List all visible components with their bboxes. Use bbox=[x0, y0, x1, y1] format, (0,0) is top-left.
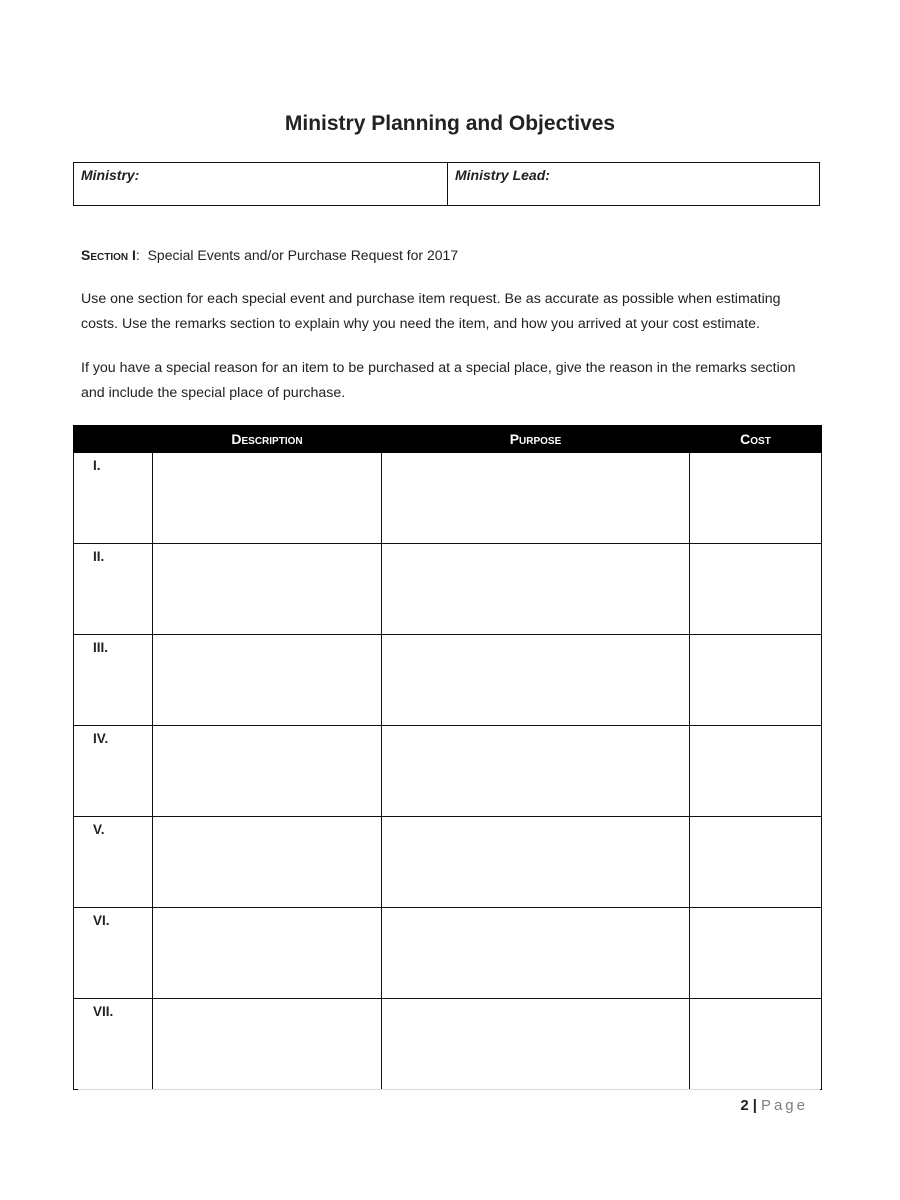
purpose-cell[interactable] bbox=[382, 453, 690, 544]
table-row bbox=[74, 635, 822, 726]
description-cell[interactable] bbox=[153, 726, 382, 817]
description-cell[interactable] bbox=[153, 544, 382, 635]
description-cell[interactable] bbox=[153, 635, 382, 726]
header-purpose: Purpose bbox=[382, 426, 690, 453]
purpose-cell[interactable] bbox=[382, 544, 690, 635]
page-separator: | bbox=[752, 1097, 757, 1114]
page-title: Ministry Planning and Objectives bbox=[284, 112, 616, 135]
ministry-field[interactable] bbox=[74, 163, 448, 205]
section-heading bbox=[81, 247, 458, 263]
description-cell[interactable] bbox=[153, 453, 382, 544]
section-label: Section I bbox=[81, 247, 136, 263]
instruction-paragraph-1: Use one section for each special event and purchase item request. Be as accurate as possible when estimating costs. Use the remarks section to explain why you need the item, and how you arrived at your cost estimate. bbox=[81, 291, 781, 332]
row-number: VII. bbox=[74, 999, 153, 1090]
row-number: III. bbox=[74, 635, 153, 726]
cost-cell[interactable] bbox=[690, 908, 822, 999]
table-row bbox=[74, 999, 822, 1090]
page-footer bbox=[740, 1097, 808, 1114]
header-number bbox=[74, 426, 153, 453]
page-number: 2 bbox=[740, 1097, 749, 1114]
description-cell[interactable] bbox=[153, 817, 382, 908]
purpose-cell[interactable] bbox=[382, 999, 690, 1090]
table-header-row bbox=[74, 426, 822, 453]
table-row bbox=[74, 817, 822, 908]
row-number: V. bbox=[74, 817, 153, 908]
section-heading-text: Special Events and/or Purchase Request for 2017 bbox=[147, 247, 459, 263]
purpose-cell[interactable] bbox=[382, 908, 690, 999]
table-row bbox=[74, 453, 822, 544]
section-colon: : bbox=[135, 247, 140, 263]
ministry-info-box bbox=[73, 162, 820, 206]
header-cost: Cost bbox=[690, 426, 822, 453]
cost-cell[interactable] bbox=[690, 544, 822, 635]
purpose-cell[interactable] bbox=[382, 726, 690, 817]
ministry-lead-label: Ministry Lead: bbox=[455, 167, 550, 183]
purpose-cell[interactable] bbox=[382, 635, 690, 726]
table-row bbox=[74, 726, 822, 817]
purpose-cell[interactable] bbox=[382, 817, 690, 908]
ministry-label: Ministry: bbox=[81, 167, 140, 183]
purchase-request-table bbox=[73, 425, 822, 1090]
table-row bbox=[74, 908, 822, 999]
cost-cell[interactable] bbox=[690, 726, 822, 817]
header-description: Description bbox=[153, 426, 382, 453]
cost-cell[interactable] bbox=[690, 635, 822, 726]
row-number: II. bbox=[74, 544, 153, 635]
description-cell[interactable] bbox=[153, 999, 382, 1090]
cost-cell[interactable] bbox=[690, 817, 822, 908]
row-number: I. bbox=[74, 453, 153, 544]
cost-cell[interactable] bbox=[690, 999, 822, 1090]
table-row bbox=[74, 544, 822, 635]
page-label: Page bbox=[760, 1097, 808, 1114]
row-number: VI. bbox=[74, 908, 153, 999]
description-cell[interactable] bbox=[153, 908, 382, 999]
cost-cell[interactable] bbox=[690, 453, 822, 544]
row-number: IV. bbox=[74, 726, 153, 817]
ministry-lead-field[interactable] bbox=[448, 163, 819, 205]
footer-divider bbox=[78, 1089, 820, 1090]
instruction-paragraph-2: If you have a special reason for an item to be purchased at a special place, give the reason in the remarks section and include the special place of purchase. bbox=[81, 360, 796, 401]
